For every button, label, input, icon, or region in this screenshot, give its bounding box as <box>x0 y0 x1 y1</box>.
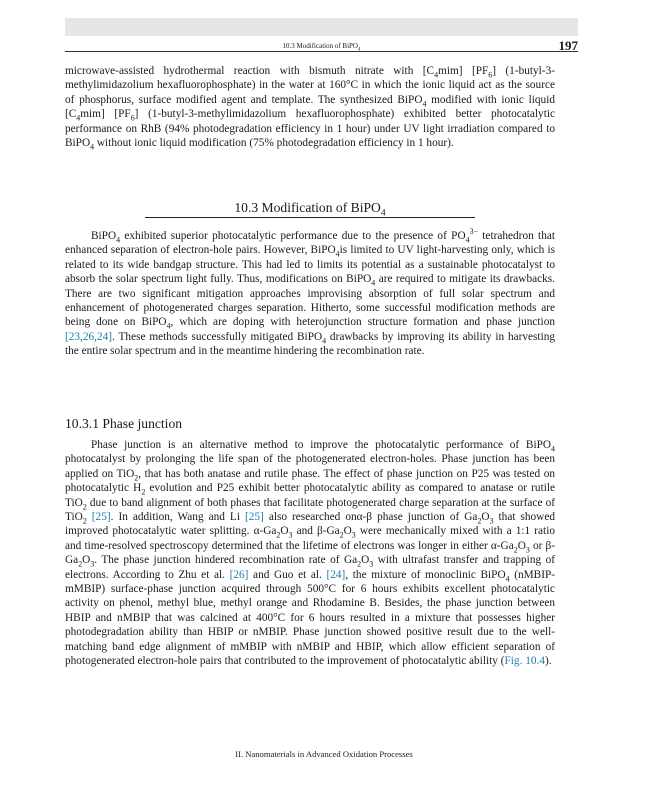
citation-link[interactable]: [26] <box>229 568 249 581</box>
phase-paragraph-block <box>65 438 555 669</box>
running-head: 10.3 Modification of BiPO$_4$ <box>282 42 361 53</box>
page-footer: II. Nanomaterials in Advanced Oxidation Processes <box>235 749 413 759</box>
page-header <box>65 18 578 53</box>
header-rule <box>65 51 578 52</box>
section-title-rule <box>145 217 475 218</box>
intro-paragraph-block <box>65 64 555 150</box>
citation-link[interactable]: [24] <box>326 568 346 581</box>
subsection-title: 10.3.1 Phase junction <box>65 416 183 431</box>
citation-link[interactable]: [25] <box>244 511 264 524</box>
intro-paragraph: microwave-assisted hydrothermal reaction with bismuth nitrate with $[C_4mim]$ $[PF_6]$ (1-butyl-3-methylimidazolium hexafluorophosphate) in the water at 160°C in which the ionic liquid act as the source of phosphorus, surface modified agent and template. The synthesized BiPO$_4$ modified with ionic liquid $[C_4mim]$ $[PF_6]$ (1-butyl-3-methylimidazolium hexafluorophosphate) exhibited better photocatalytic performance on RhB (94% photodegradation efficiency in 1 hour) under UV light irradiation compared to BiPO$_4$ without ionic liquid modification (75% photodegradation efficiency in 1 hour). <box>65 65 555 152</box>
header-band <box>65 18 578 36</box>
citation-link[interactable]: [23,26,24] <box>65 330 113 343</box>
page-number: 197 <box>558 38 578 53</box>
phase-junction-paragraph: Phase junction is an alternative method to improve the photocatalytic performance of BiPO$_4$ photocatalyst by prolonging the life span of the photogenerated electron-holes. Phase junction has been applied on TiO$_2$, that has both anatase and rutile phase. The effect of phase junction on P25 was tested on photocatalytic $H_2$ evolution and P25 exhibit better photocatalytic ability as compared to anatase or rutile TiO$_2$ due to band alignment of both phases that facilitate photogenerated charge separation at the surface of TiO$_2$ [25]. In addition, Wang and Li [25] also researched onα-β phase junction of $Ga_2O_3$ that showed improved photocatalytic water splitting. $\alpha-Ga_2O_3$ and $\beta-Ga_2O_3$ were mechanically mixed with a 1:1 ratio and time-resolved spectroscopy determined that the lifetime of electrons was longer in either $\alpha-Ga_2O_3$ or $\beta-Ga_2O_3$. The phase junction hindered recombination rate of $Ga_2O_3$ with ultrafast transfer and trapping of electrons. According to Zhu et al. [26] and Guo et al. [24], the mixture of monoclinic BiPO$_4$ (nMBIP-mMBIP) surface-phase junction acquired through 500°C for 6 hours exhibits excellent photocatalytic activity on phenol, methyl blue, methyl orange and Rhodamine B. Besides, the phase junction between HBIP and nMBIP that was calcined at 400°C for 6 hours resulted in a mixture that possesses higher photodegradation ability than HBIP or nMBIP. Phase junction showed positive result due to the well-matching band edge alignment of mMBIP with nMBIP and HBIP, which allow efficient separation of photogenerated electron-hole pairs that contributed to the improvement of photocatalytic ability (Fig. 10.4). <box>65 439 556 668</box>
section-paragraph: BiPO$_4$ exhibited superior photocatalytic performance due to the presence of $PO_4^{3-}$ tetrahedron that enhanced separation of electron-hole pairs. However, BiPO$_4$is limited to UV light-harvesting only, which is related to its wide bandgap structure. This had led to limits its potential as a sustainable photocatalyst to absorb the solar spectrum light fully. Thus, modifications on BiPO$_4$ are required to mitigate its drawbacks. There are two significant mitigation approaches improvising absorption of full solar spectrum and enhancement of photogenerated charges separation. Hitherto, some successful modification methods are being done on BiPO$_4$, which are doping with heterojunction structure formation and phase junction [23,26,24]. These methods successfully mitigated BiPO$_4$ drawbacks by improving its ability in harvesting the entire solar spectrum and in the meantime hindering the recombination rate. <box>65 227 556 358</box>
citation-link[interactable]: [25] <box>91 511 111 524</box>
figure-link[interactable]: Fig. 10.4 <box>504 655 545 668</box>
section-paragraph-block <box>65 229 555 359</box>
section-title: 10.3 Modification of BiPO$_4$ <box>234 200 386 219</box>
